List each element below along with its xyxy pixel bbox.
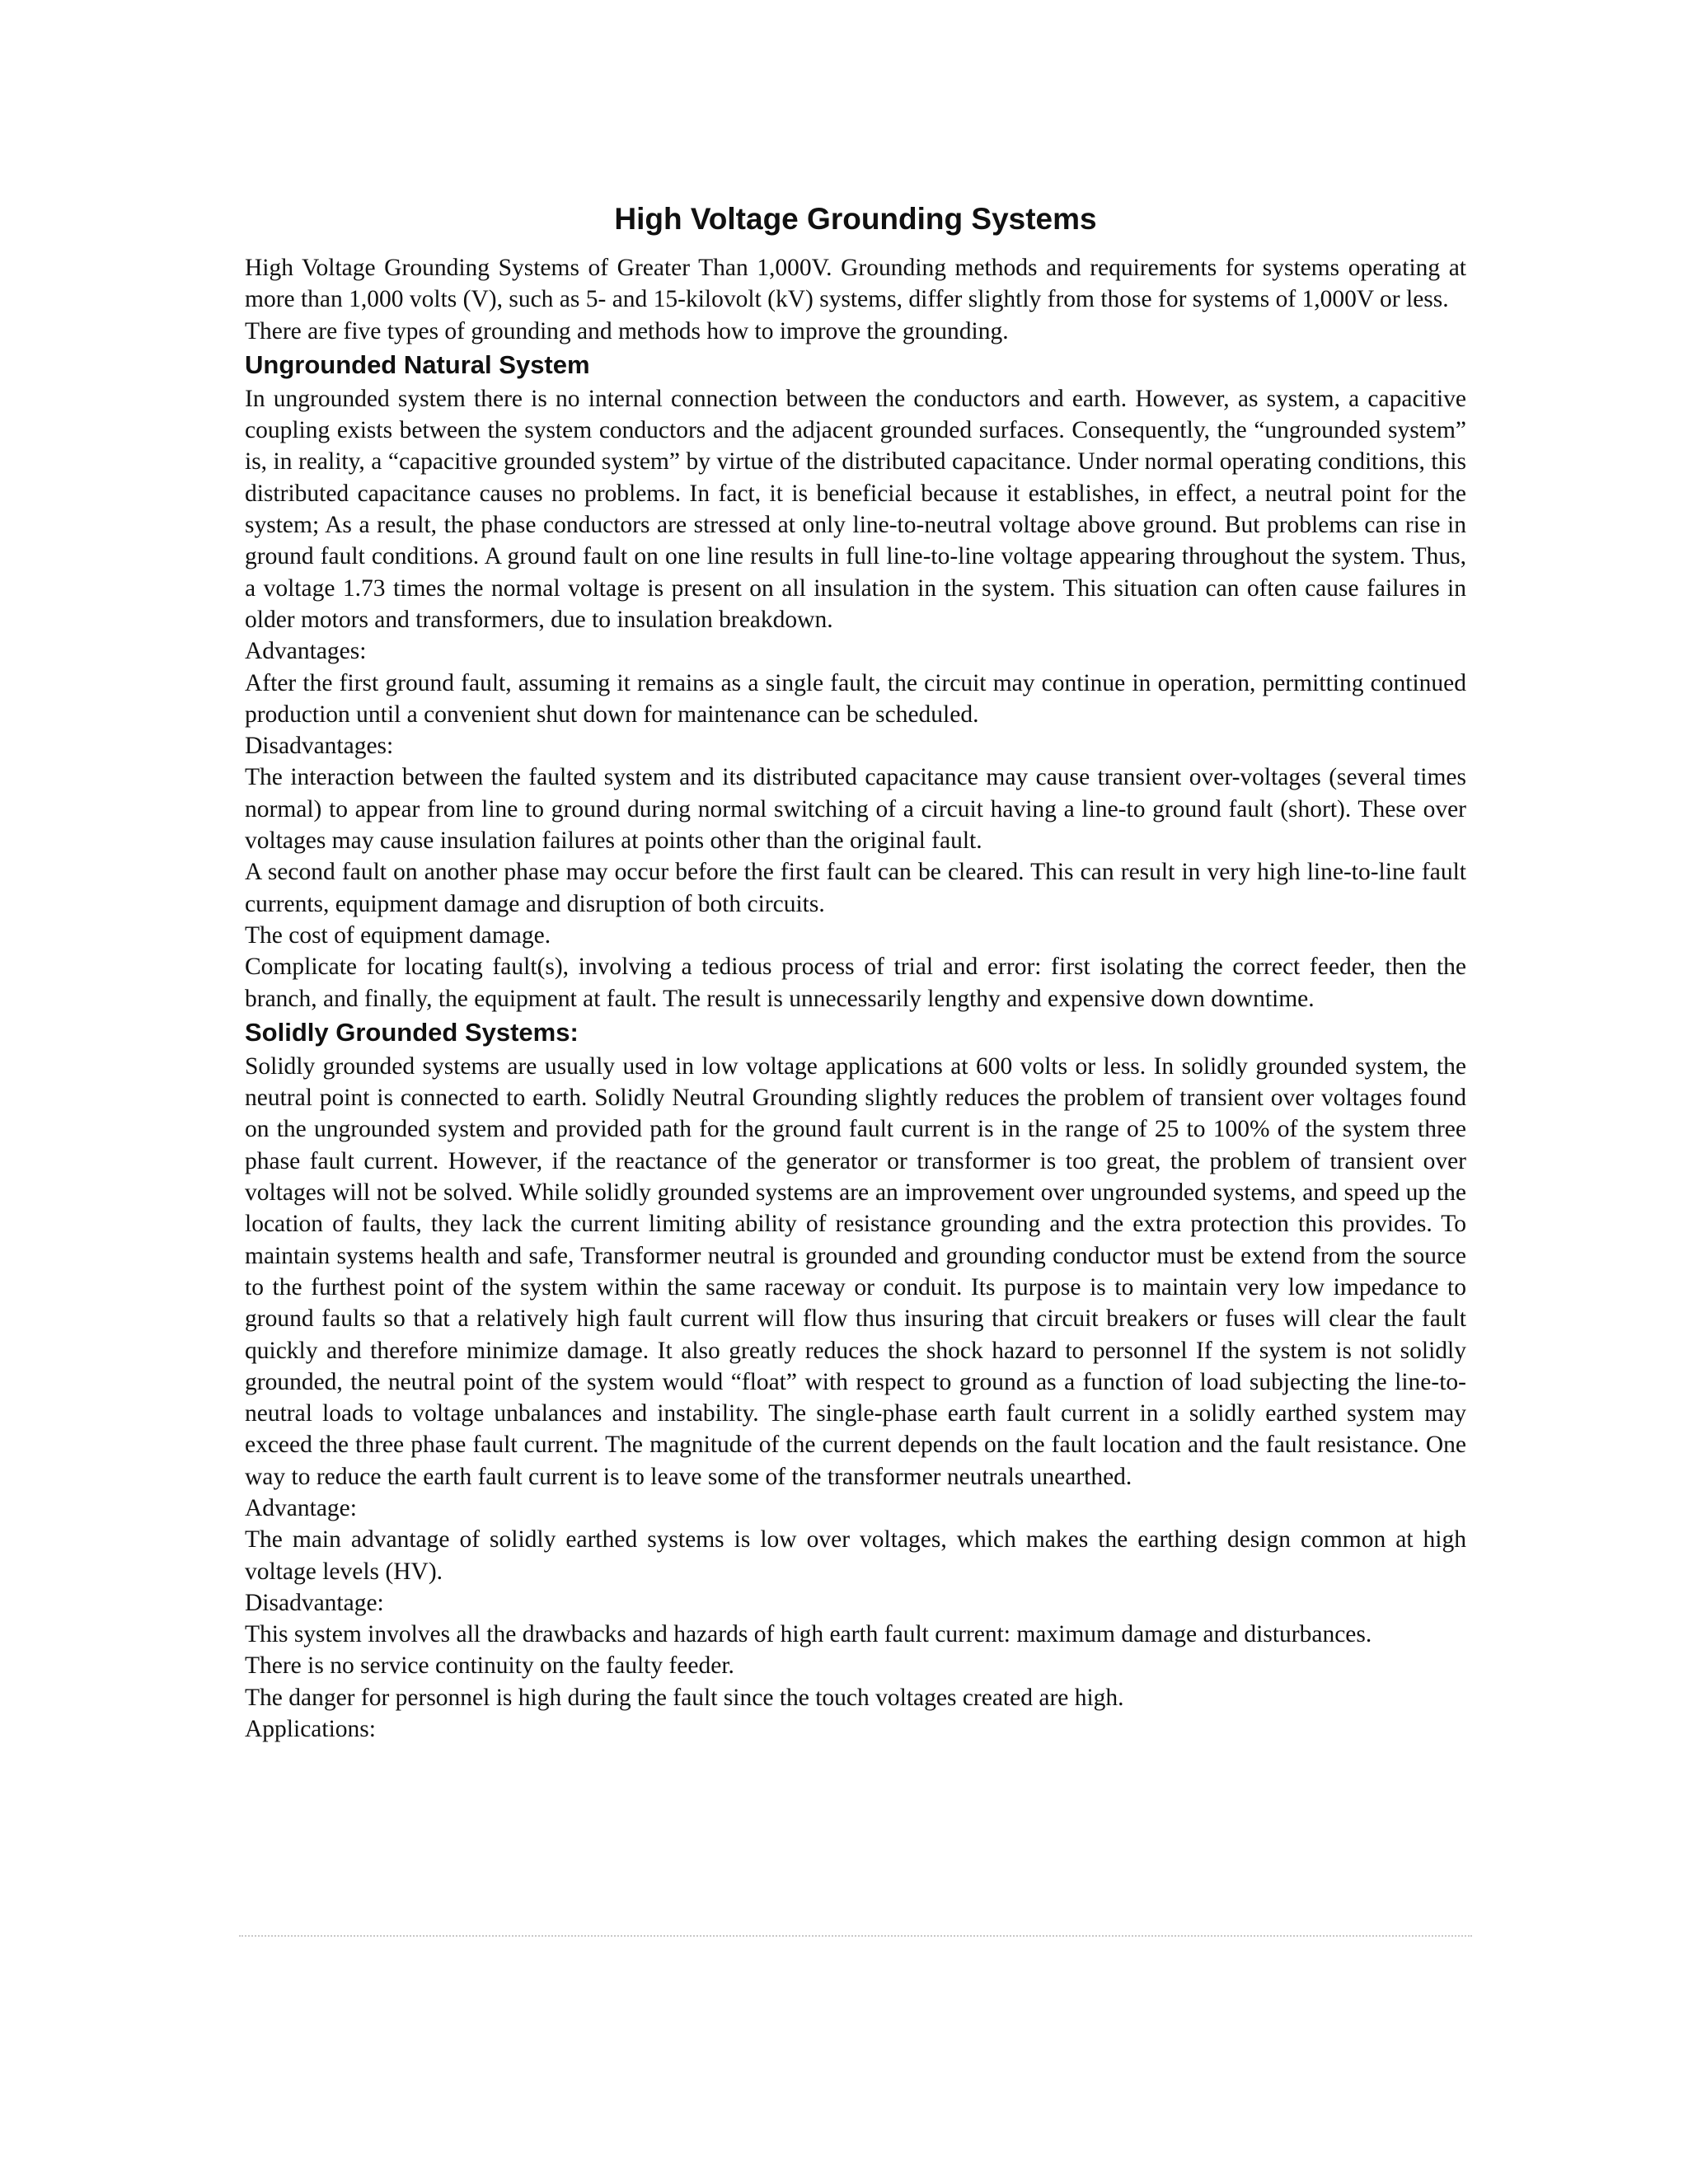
intro-paragraph: High Voltage Grounding Systems of Greater Than 1,000V. Grounding methods and requirements for systems operating at more than 1,000 volts (V), such as 5- and 15-kilovolt (kV) systems, differ slightly from those for systems of 1,000V or less.	[245, 255, 1466, 313]
ungrounded-disadvantage-item: The interaction between the faulted system and its distributed capacitance may cause transient over-voltages (several times normal) to appear from line to ground during normal switching of a circuit having a line-to ground fault (short). These over voltages may cause insulation failures at points other than the original fault.	[245, 764, 1466, 855]
solidly-disadvantage-item: There is no service continuity on the faulty feeder.	[245, 1652, 734, 1680]
solidly-advantage-label: Advantage:	[245, 1494, 357, 1521]
ungrounded-disadvantage-item: Complicate for locating fault(s), involving a tedious process of trial and error: first isolating the correct feeder, then the branch, and finally, the equipment at fault. The result is unnecessarily lengthy and expensive down downtime.	[245, 954, 1466, 1012]
solidly-disadvantage-label: Disadvantage:	[245, 1589, 384, 1616]
ungrounded-disadvantage-item: The cost of equipment damage.	[245, 921, 551, 949]
ungrounded-advantages-text: After the first ground fault, assuming it remains as a single fault, the circuit may continue in operation, permitting continued production until a convenient shut down for maintenance can be scheduled.	[245, 669, 1466, 728]
ungrounded-disadvantage-item: A second fault on another phase may occur before the first fault can be cleared. This can result in very high line-to-line fault currents, equipment damage and disruption of both circuits.	[245, 859, 1466, 917]
solidly-disadvantage-item: This system involves all the drawbacks and hazards of high earth fault current: maximum damage and disturbances.	[245, 1621, 1372, 1648]
solidly-advantage-text: The main advantage of solidly earthed systems is low over voltages, which makes the earthing design common at high voltage levels (HV).	[245, 1526, 1466, 1585]
ungrounded-disadvantages-label: Disadvantages:	[245, 733, 394, 760]
ungrounded-advantages-label: Advantages:	[245, 638, 367, 665]
ungrounded-body: In ungrounded system there is no internal connection between the conductors and earth. However, as system, a capacitive coupling exists between the system conductors and the adjacent grounded surfaces. Consequently, the “ungrounded system” is, in reality, a “capacitive grounded system” by virtue of the distributed capacitance. Under normal operating conditions, this distributed capacitance causes no problems. In fact, it is beneficial because it establishes, in effect, a neutral point for the system; As a result, the phase conductors are stressed at only line-to-neutral voltage above ground. But problems can rise in ground fault conditions. A ground fault on one line results in full line-to-line voltage appearing throughout the system. Thus, a voltage 1.73 times the normal voltage is present on all insulation in the system. This situation can often cause failures in older motors and transformers, due to insulation breakdown.	[245, 385, 1466, 633]
solidly-disadvantage-item: The danger for personnel is high during the fault since the touch voltages created are high.	[245, 1684, 1124, 1711]
solidly-applications-label: Applications:	[245, 1716, 376, 1743]
intro-types-line: There are five types of grounding and methods how to improve the grounding.	[245, 317, 1009, 344]
ungrounded-heading: Ungrounded Natural System	[245, 349, 590, 379]
page-bottom-divider	[239, 1935, 1472, 1937]
solidly-body: Solidly grounded systems are usually used in low voltage applications at 600 volts or less. In solidly grounded system, the neutral point is connected to earth. Solidly Neutral Grounding slightly reduces the problem of transient over voltages found on the ungrounded system and provided path for the ground fault current is in the range of 25 to 100% of the system three phase fault current. However, if the reactance of the generator or transformer is too great, the problem of transient over voltages will not be solved. While solidly grounded systems are an improvement over ungrounded systems, and speed up the location of faults, they lack the current limiting ability of resistance grounding and the extra protection this provides. To maintain systems health and safe, Transformer neutral is grounded and grounding conductor must be extend from the source to the furthest point of the system within the same raceway or conduit. Its purpose is to maintain very low impedance to ground faults so that a relatively high fault current will flow thus insuring that circuit breakers or fuses will clear the fault quickly and therefore minimize damage. It also greatly reduces the shock hazard to personnel If the system is not solidly grounded, the neutral point of the system would “float” with respect to ground as a function of load subjecting the line-to-neutral loads to voltage unbalances and instability. The single-phase earth fault current in a solidly earthed system may exceed the three phase fault current. The magnitude of the current depends on the fault location and the fault resistance. One way to reduce the earth fault current is to leave some of the transformer neutrals unearthed.	[245, 1052, 1466, 1490]
solidly-heading: Solidly Grounded Systems:	[245, 1017, 579, 1047]
document-title: High Voltage Grounding Systems	[614, 202, 1097, 236]
document-content	[245, 198, 1466, 1745]
